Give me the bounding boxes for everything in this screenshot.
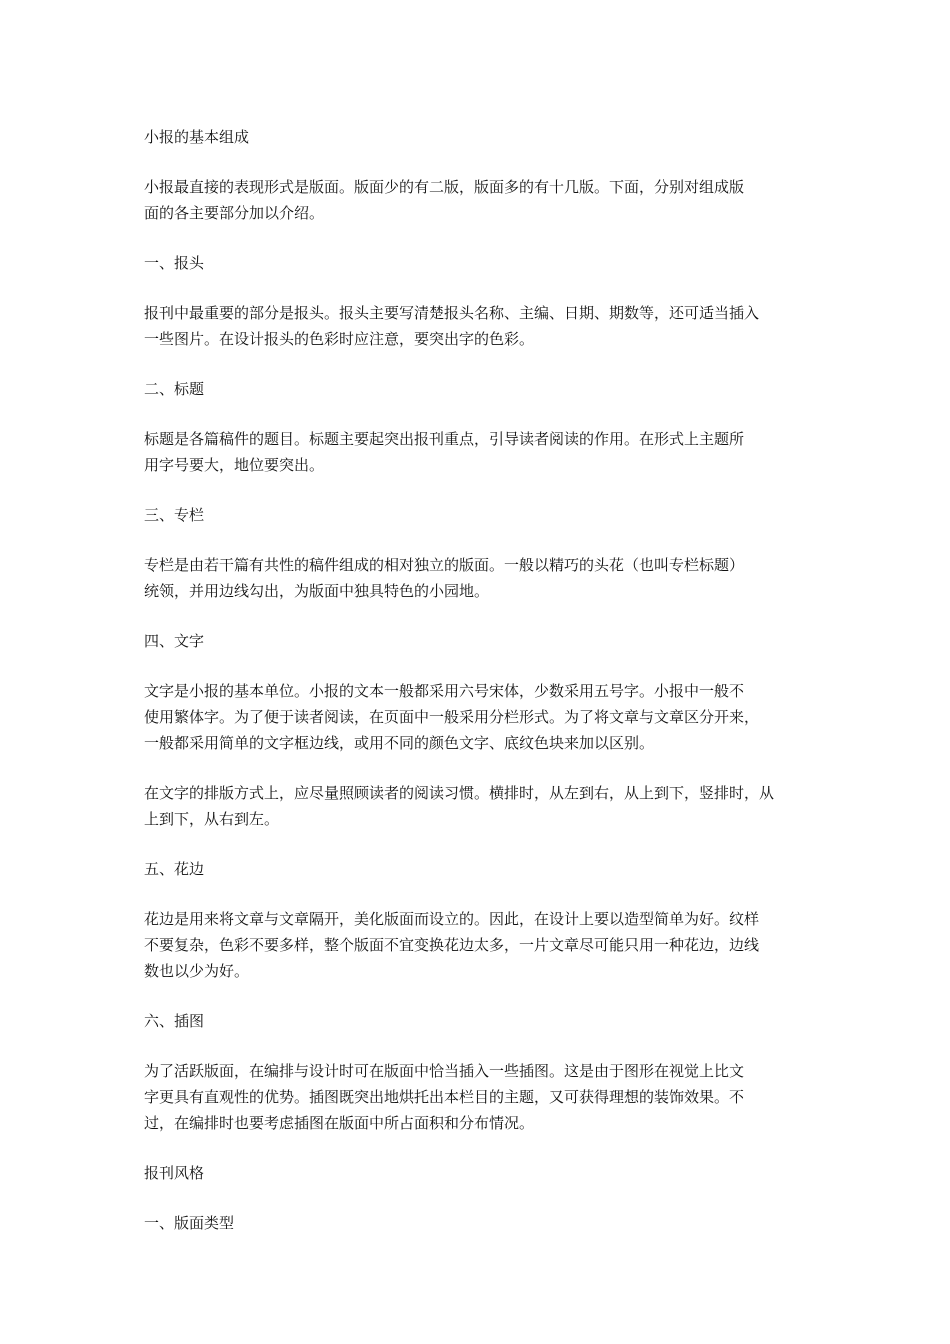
doc-title: [144, 124, 808, 150]
text-line: 六、插图: [144, 1012, 205, 1030]
paragraph-intro: [144, 174, 808, 226]
text-line: 面的各主要部分加以介绍。: [144, 204, 325, 222]
text-line: 使用繁体字。为了便于读者阅读，在页面中一般采用分栏形式。为了将文章与文章区分开来，: [144, 708, 760, 726]
text-line: 字更具有直观性的优势。插图既突出地烘托出本栏目的主题，又可获得理想的装饰效果。不: [144, 1088, 745, 1106]
text-line: 用字号要大，地位要突出。: [144, 456, 325, 474]
text-line: 标题是各篇稿件的题目。标题主要起突出报刊重点，引导读者阅读的作用。在形式上主题所: [144, 430, 745, 448]
text-line: 四、文字: [144, 632, 205, 650]
text-line: 不要复杂，色彩不要多样，整个版面不宜变换花边太多，一片文章尽可能只用一种花边，边线: [144, 936, 760, 954]
text-line: 过，在编排时也要考虑插图在版面中所占面积和分布情况。: [144, 1114, 535, 1132]
paragraph-column: [144, 552, 808, 604]
text-line: 小报最直接的表现形式是版面。版面少的有二版，版面多的有十几版。下面，分别对组成版: [144, 178, 745, 196]
document-page: [144, 124, 808, 1236]
text-line: 上到下，从右到左。: [144, 810, 280, 828]
text-line: 报刊中最重要的部分是报头。报头主要写清楚报头名称、主编、日期、期数等，还可适当插入: [144, 304, 760, 322]
section-heading-border: [144, 856, 808, 882]
section-heading-column: [144, 502, 808, 528]
text-line: 数也以少为好。: [144, 962, 250, 980]
paragraph-title: [144, 426, 808, 478]
paragraph-text-layout: [144, 780, 808, 832]
text-line: 在文字的排版方式上，应尽量照顾读者的阅读习惯。横排时，从左到右，从上到下，竖排时，从: [144, 784, 775, 802]
section-heading-text: [144, 628, 808, 654]
text-line: 一般都采用简单的文字框边线，或用不同的颜色文字、底纹色块来加以区别。: [144, 734, 655, 752]
text-line: 花边是用来将文章与文章隔开，美化版面而设立的。因此，在设计上要以造型简单为好。纹样: [144, 910, 760, 928]
text-line: 小报的基本组成: [144, 128, 250, 146]
text-line: 二、标题: [144, 380, 205, 398]
paragraph-border: [144, 906, 808, 984]
section-heading-layout-type: [144, 1210, 808, 1236]
paragraph-illustration: [144, 1058, 808, 1136]
text-line: 统领，并用边线勾出，为版面中独具特色的小园地。: [144, 582, 490, 600]
section-heading-illustration: [144, 1008, 808, 1034]
paragraph-text: [144, 678, 808, 756]
section-heading-title: [144, 376, 808, 402]
text-line: 为了活跃版面，在编排与设计时可在版面中恰当插入一些插图。这是由于图形在视觉上比文: [144, 1062, 745, 1080]
text-line: 专栏是由若干篇有共性的稿件组成的相对独立的版面。一般以精巧的头花（也叫专栏标题）: [144, 556, 745, 574]
section-heading-masthead: [144, 250, 808, 276]
text-line: 报刊风格: [144, 1164, 205, 1182]
text-line: 文字是小报的基本单位。小报的文本一般都采用六号宋体，少数采用五号字。小报中一般不: [144, 682, 745, 700]
text-line: 三、专栏: [144, 506, 205, 524]
text-line: 五、花边: [144, 860, 205, 878]
heading-style: [144, 1160, 808, 1186]
text-line: 一些图片。在设计报头的色彩时应注意，要突出字的色彩。: [144, 330, 535, 348]
text-line: 一、版面类型: [144, 1214, 235, 1232]
paragraph-masthead: [144, 300, 808, 352]
text-line: 一、报头: [144, 254, 205, 272]
